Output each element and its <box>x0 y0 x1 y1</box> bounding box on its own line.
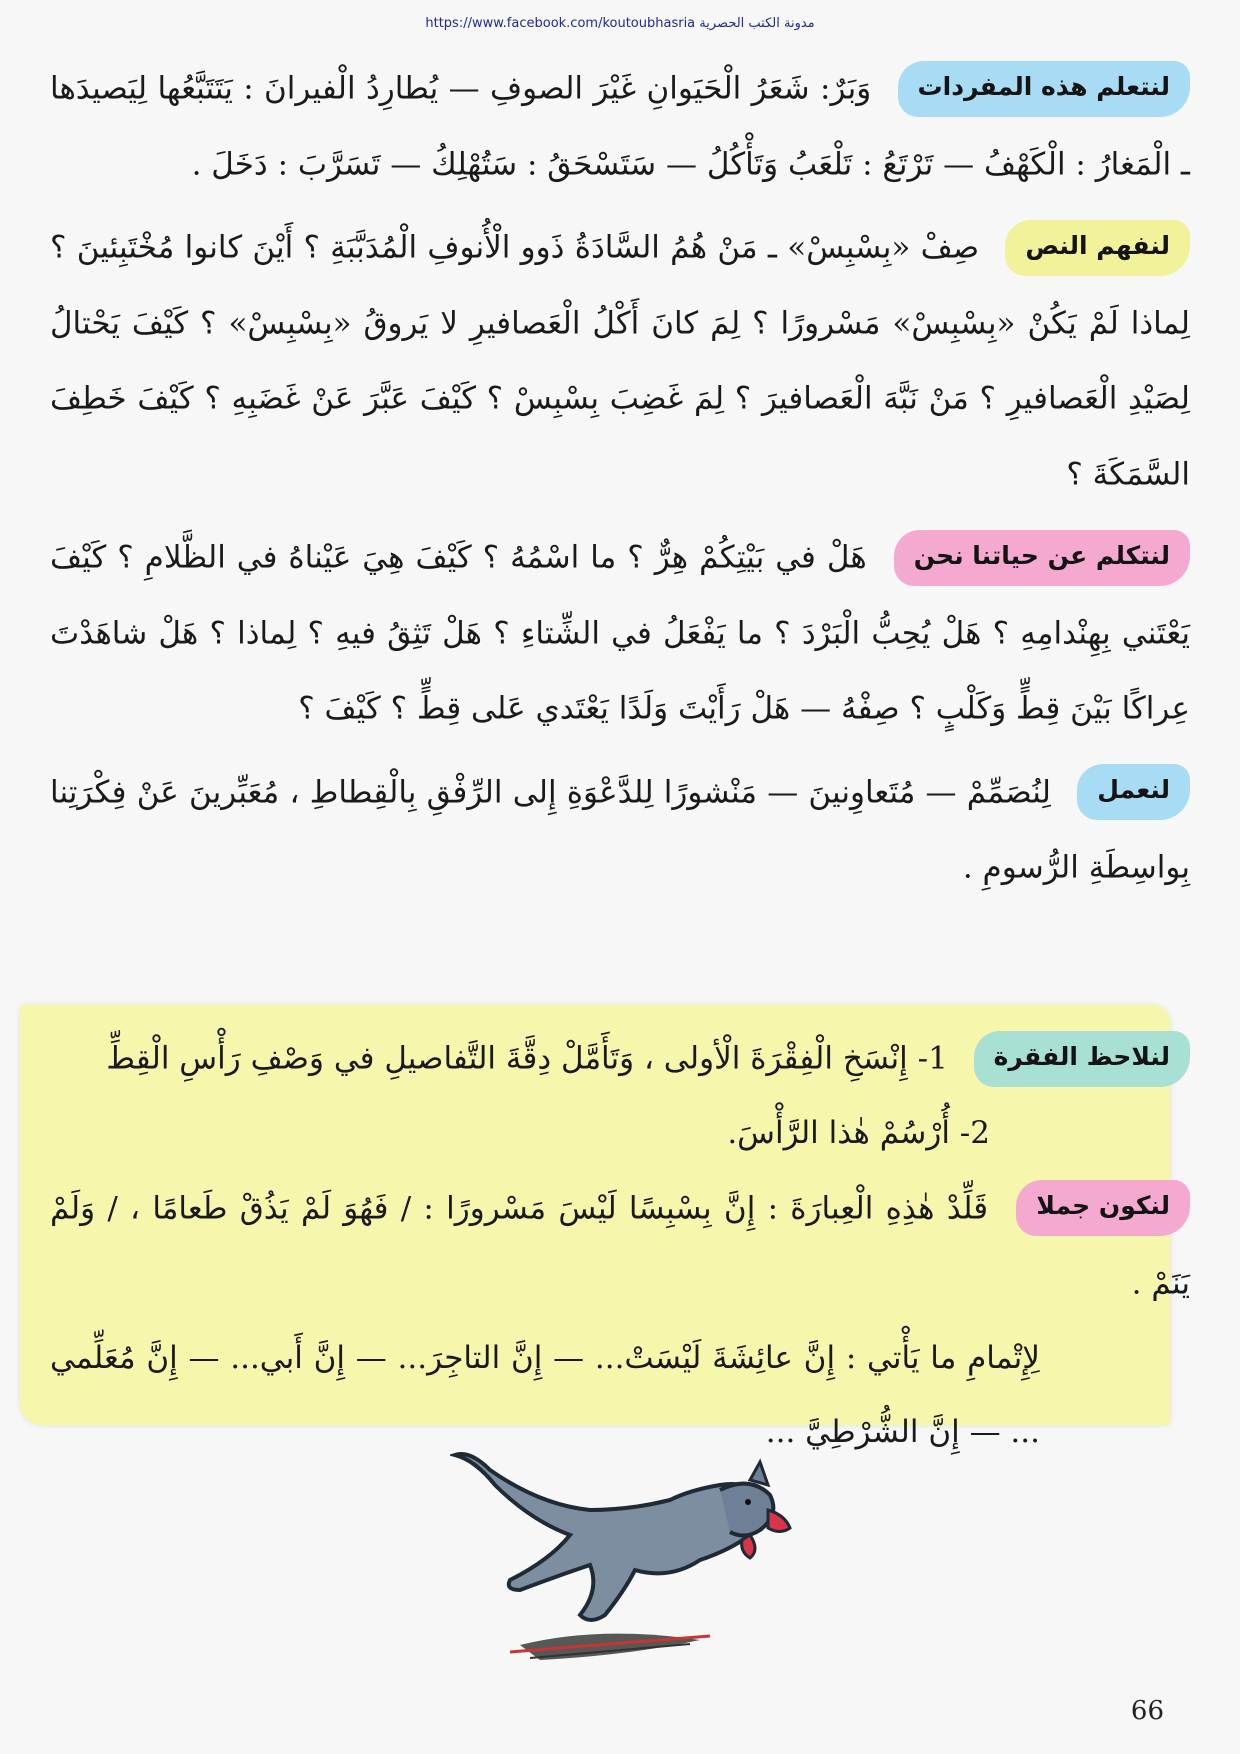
paragraph-label: لنلاحظ الفقرة <box>974 1031 1190 1087</box>
work-section <box>50 754 1190 905</box>
paragraph-item-1: 1- إِنْسَخِ الْفِقْرَةَ الْأولى ، وَتَأَمَّلْ دِقَّةَ التَّفاصيلِ في وَصْفِ رَأْسِ الْقِطِّ <box>106 1040 948 1077</box>
page-number: 66 <box>1130 1696 1164 1726</box>
header-url[interactable]: https://www.facebook.com/koutoubhasria مدونة الكتب الحصرية <box>425 16 815 31</box>
paragraph-item-2-line <box>50 1096 1190 1170</box>
cat-illustration <box>450 1440 810 1670</box>
talk-section <box>50 519 1190 746</box>
vocab-text: وَبَرٌ: شَعَرُ الْحَيَوانِ غَيْرَ الصوفِ — يُطارِدُ الْفيرانَ : يَتَتَبَّعُها لِيَصيدَها ـ الْمَغارُ : الْكَهْفُ — تَرْتَعُ : تَلْعَبُ وَتَأْكُلُ — سَتَسْحَقُ : سَتُهْلِكُ — تَسَرَّبَ : دَخَلَ . <box>50 70 1190 182</box>
paragraph-item-2: 2- أُرْسُمْ هٰذا الرَّأْسَ. <box>727 1114 990 1151</box>
cat-shadow <box>510 1634 710 1660</box>
paragraph-section <box>50 1020 1190 1096</box>
understand-section <box>50 209 1190 511</box>
sentences-section <box>50 1170 1190 1321</box>
exercises-top <box>50 50 1190 913</box>
sentences-complete: لِإِتْمامِ ما يَأْتي : إِنَّ عائِشَةَ لَيْسَتْ... — إِنَّ التاجِرَ... — إِنَّ أَبي... — إِنَّ مُعَلِّمي ... — إِنَّ الشُّرْطِيَّ ... <box>50 1339 1040 1450</box>
understand-label: لنفهم النص <box>1005 220 1190 276</box>
talk-label: لنتكلم عن حياتنا نحن <box>894 530 1190 586</box>
cat-body <box>455 1454 790 1620</box>
vocab-label: لنتعلم هذه المفردات <box>898 61 1190 117</box>
understand-text: صِفْ «بِسْبِسْ» ـ مَنْ هُمُ السَّادَةُ ذَوو الْأُنوفِ الْمُدَبَّبَةِ ؟ أَيْنَ كانوا مُخْتَبِئينَ ؟ لِماذا لَمْ يَكُنْ «بِسْبِسْ» مَسْرورًا ؟ لِمَ كانَ أَكْلُ الْعَصافيرِ لا يَروقُ «بِسْبِسْ» ؟ كَيْفَ يَحْتالُ لِصَيْدِ الْعَصافيرِ ؟ مَنْ نَبَّهَ الْعَصافيرَ ؟ لِمَ غَضِبَ بِسْبِسْ ؟ كَيْفَ عَبَّرَ عَنْ غَضَبِهِ ؟ كَيْفَ خَطِفَ السَّمَكَةَ ؟ <box>50 229 1190 492</box>
sentences-text: قَلِّدْ هٰذِهِ الْعِبارَةَ : إِنَّ بِسْبِسًا لَيْسَ مَسْرورًا : / فَهُوَ لَمْ يَذُقْ طَعامًا ، / وَلَمْ يَنَمْ . <box>50 1190 1190 1302</box>
work-text: لِنُصَمِّمْ — مُتَعاوِنينَ — مَنْشورًا لِلدَّعْوَةِ إِلى الرِّفْقِ بِالْقِطاطِ ، مُعَبِّرينَ عَنْ فِكْرَتِنا بِواسِطَةِ الرُّسومِ . <box>50 774 1190 886</box>
talk-text: هَلْ في بَيْتِكُمْ هِرٌّ ؟ ما اسْمُهُ ؟ كَيْفَ هِيَ عَيْناهُ في الظَّلامِ ؟ كَيْفَ يَعْتَني بِهِنْدامِهِ ؟ هَلْ يُحِبُّ الْبَرْدَ ؟ ما يَفْعَلُ في الشِّتاءِ ؟ هَلْ تَثِقُ فيهِ ؟ لِماذا ؟ هَلْ شاهَدْتَ عِراكًا بَيْنَ قِطٍّ وَكَلْبٍ ؟ صِفْهُ — هَلْ رَأَيْتَ وَلَدًا يَعْتَدي عَلى قِطٍّ ؟ كَيْفَ ؟ <box>50 539 1190 727</box>
vocab-section <box>50 50 1190 201</box>
exercises-bottom <box>50 1020 1190 1469</box>
sentences-label: لنكون جملا <box>1016 1180 1190 1236</box>
work-label: لنعمل <box>1077 764 1190 820</box>
